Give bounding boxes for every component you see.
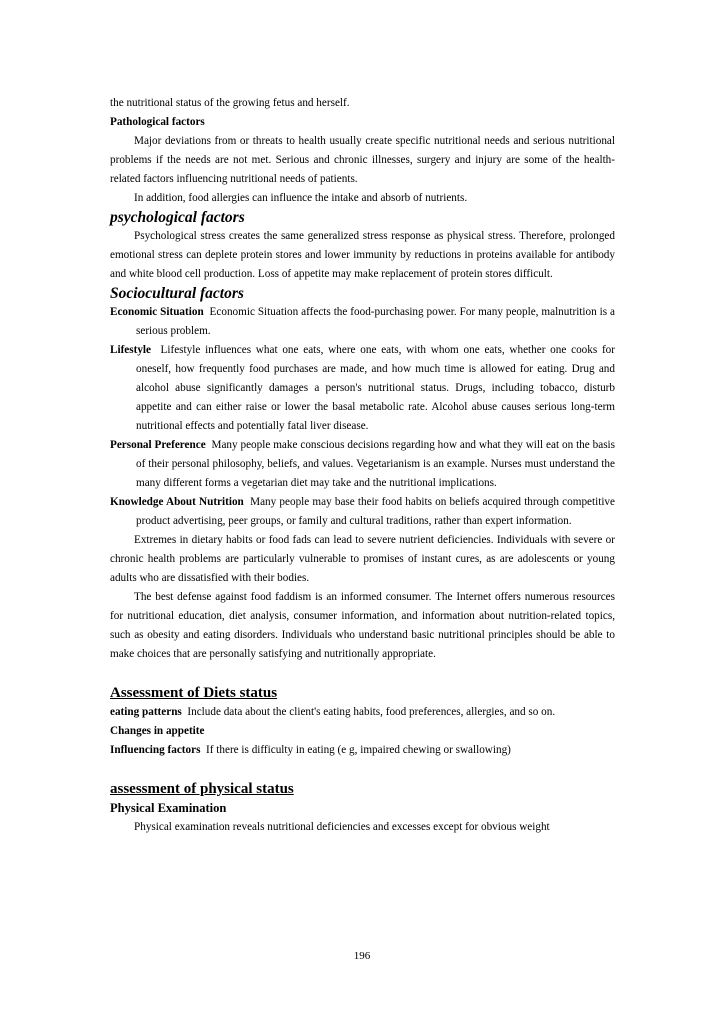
physical-examination-subheading: Physical Examination	[110, 801, 227, 815]
section-spacer	[110, 664, 615, 683]
assessment-physical-heading: assessment of physical status	[110, 781, 294, 797]
influencing-factors-label: Influencing factors	[110, 744, 201, 756]
eating-patterns-item	[110, 703, 615, 722]
knowledge-nutrition-text: Many people may base their food habits on beliefs acquired through competitive product advertising, peer groups, or family and cultural traditions, rather than expert information.	[136, 496, 615, 527]
economic-situation-item	[110, 303, 615, 341]
personal-preference-item	[110, 436, 615, 493]
sociocultural-heading: Sociocultural factors	[110, 285, 244, 302]
influencing-factors-item	[110, 741, 615, 760]
economic-situation-text: Economic Situation affects the food-purchasing power. For many people, malnutrition is a serious problem.	[136, 306, 615, 337]
knowledge-nutrition-item	[110, 493, 615, 531]
page-content	[110, 94, 615, 837]
lifestyle-label: Lifestyle	[110, 344, 152, 356]
economic-situation-label: Economic Situation	[110, 306, 204, 318]
knowledge-nutrition-label: Knowledge About Nutrition	[110, 496, 244, 508]
influencing-factors-text: If there is difficulty in eating (e g, impaired chewing or swallowing)	[206, 744, 511, 756]
assessment-diets-heading: Assessment of Diets status	[110, 685, 278, 701]
pathological-paragraph-2: In addition, food allergies can influence the intake and absorb of nutrients.	[134, 192, 468, 204]
personal-preference-label: Personal Preference	[110, 439, 206, 451]
personal-preference-text: Many people make conscious decisions regarding how and what they will eat on the basis of their personal philosophy, beliefs, and values. Vegetarianism is an example. Nurses must understand the many different forms a vegetarian diet may take and the nutritional implications.	[136, 439, 616, 489]
lifestyle-item	[110, 341, 615, 436]
psychological-heading: psychological factors	[110, 209, 245, 226]
page-number: 196	[353, 950, 371, 962]
lifestyle-text: Lifestyle influences what one eats, where one eats, with whom one eats, whether one cooks for oneself, how frequently food purchases are made, and how much time is allowed for eating. Drug and alcohol abuse significantly damages a person's nutritional status. Drugs, including tobacco, disturb appetite and can either raise or lower the basal metabolic rate. Alcohol abuse causes serious long-term nutritional effects and potentially fatal liver disease.	[136, 344, 616, 432]
psychological-paragraph: Psychological stress creates the same generalized stress response as physical stress. Therefore, prolonged emotional stress can deplete protein stores and lower immunity by reductions in proteins available for antibody and white blood cell production. Loss of appetite may make replacement of protein stores difficult.	[110, 230, 615, 280]
pathological-paragraph-1: Major deviations from or threats to health usually create specific nutritional needs and serious nutritional problems if the needs are not met. Serious and chronic illnesses, surgery and injury are some of the health-related factors influencing nutritional needs of patients.	[110, 135, 615, 185]
pathological-heading: Pathological factors	[110, 116, 205, 128]
section-spacer-2	[110, 760, 615, 779]
defense-paragraph: The best defense against food faddism is an informed consumer. The Internet offers numerous resources for nutritional education, diet analysis, consumer information, and information about nutrition-related topics, such as obesity and eating disorders. Individuals who understand basic nutritional principles should be able to make choices that are personally satisfying and nutritionally appropriate.	[110, 591, 615, 660]
changes-appetite-label: Changes in appetite	[110, 725, 205, 737]
physical-examination-paragraph: Physical examination reveals nutritional deficiencies and excesses except for obvious weight	[134, 821, 550, 833]
eating-patterns-label: eating patterns	[110, 706, 182, 718]
intro-line: the nutritional status of the growing fetus and herself.	[110, 97, 350, 109]
extremes-paragraph: Extremes in dietary habits or food fads can lead to severe nutrient deficiencies. Individuals with severe or chronic health problems are particularly vulnerable to promises of instant cures, as are adolescents or young adults who are dissatisfied with their bodies.	[110, 534, 615, 584]
eating-patterns-text: Include data about the client's eating habits, food preferences, allergies, and so on.	[187, 706, 556, 718]
